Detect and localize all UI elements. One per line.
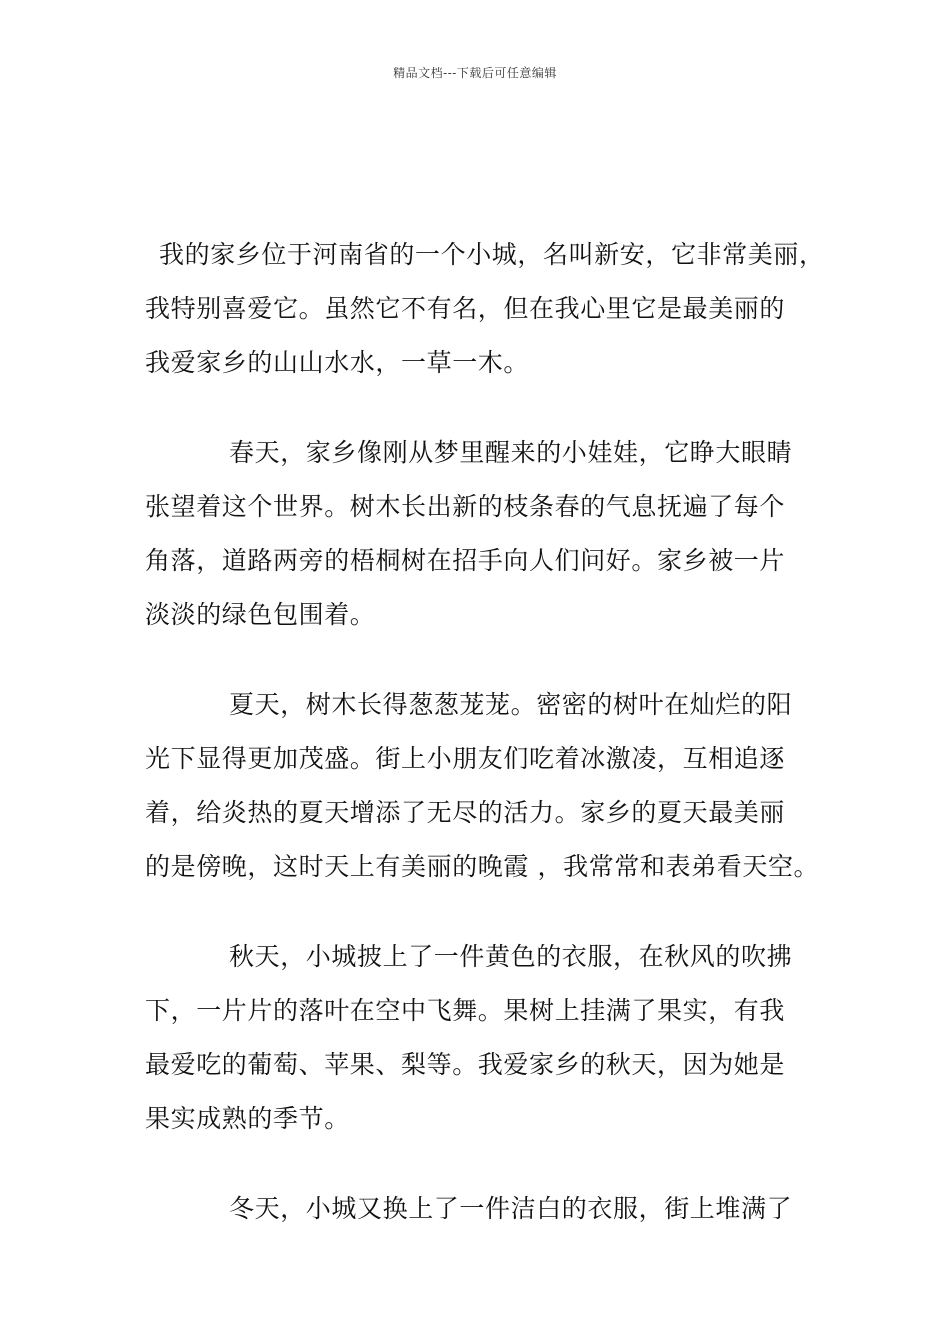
page-header: 精品文档---下载后可任意编辑 [393, 66, 557, 80]
paragraph-line: 我的家乡位于河南省的一个小城，名叫新安，它非常美丽， [159, 240, 825, 269]
paragraph-4 [145, 930, 825, 1146]
paragraph-line: 的是傍晚，这时天上有美丽的晚霞 ，我常常和表弟看天空。 [145, 852, 820, 881]
paragraph-line: 角落，道路两旁的梧桐树在招手向人们问好。家乡被一片 [145, 546, 786, 575]
paragraph-line: 张望着这个世界。树木长出新的枝条春的气息抚遍了每个 [145, 492, 786, 521]
paragraph-1 [145, 228, 825, 390]
paragraph-5 [145, 1182, 825, 1236]
paragraph-3 [145, 678, 825, 894]
paragraph-line: 我爱家乡的山山水水，一草一木。 [145, 348, 530, 377]
paragraph-line: 最爱吃的葡萄、苹果、梨等。我爱家乡的秋天，因为她是 [145, 1050, 786, 1079]
paragraph-line: 光下显得更加茂盛。街上小朋友们吃着冰激凌，互相追逐 [145, 744, 786, 773]
paragraph-gap [145, 390, 825, 426]
paragraph-line: 着，给炎热的夏天增添了无尽的活力。家乡的夏天最美丽 [145, 798, 786, 827]
paragraph-line: 我特别喜爱它。虽然它不有名，但在我心里它是最美丽的 [145, 294, 786, 323]
paragraph-line: 淡淡的绿色包围着。 [145, 600, 376, 629]
paragraph-2 [145, 426, 825, 642]
paragraph-line: 秋天，小城披上了一件黄色的衣服，在秋风的吹拂 [229, 942, 793, 971]
paragraph-line: 下，一片片的落叶在空中飞舞。果树上挂满了果实，有我 [145, 996, 786, 1025]
paragraph-gap [145, 894, 825, 930]
paragraph-gap [145, 642, 825, 678]
document-body [145, 228, 825, 1236]
paragraph-line: 果实成熟的季节。 [145, 1104, 350, 1133]
paragraph-gap [145, 1146, 825, 1182]
paragraph-line: 冬天，小城又换上了一件洁白的衣服，街上堆满了 [229, 1194, 793, 1223]
paragraph-line: 夏天，树木长得葱葱茏茏。密密的树叶在灿烂的阳 [229, 690, 793, 719]
paragraph-line: 春天，家乡像刚从梦里醒来的小娃娃，它睁大眼睛 [229, 438, 793, 467]
